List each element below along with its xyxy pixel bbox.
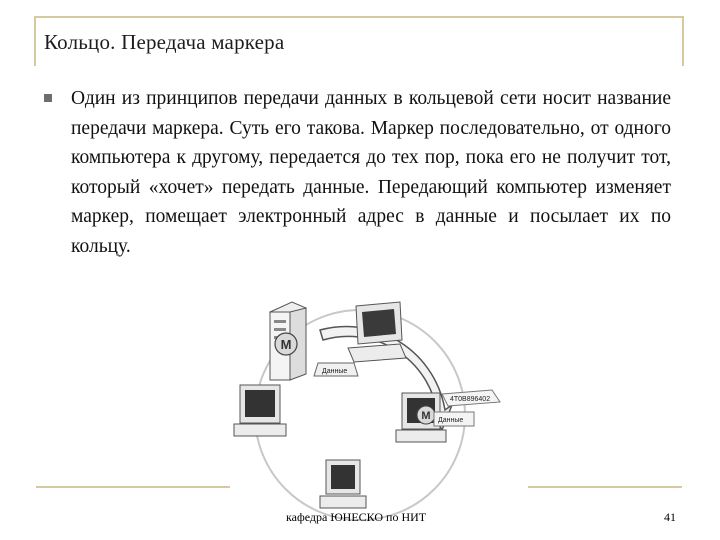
page-number: 41 <box>664 510 676 524</box>
svg-text:Данные: Данные <box>438 417 464 424</box>
frame-left-line <box>34 16 36 66</box>
footer-line-right <box>528 486 682 488</box>
svg-text:M: M <box>421 410 431 422</box>
svg-text:Данные: Данные <box>322 368 348 375</box>
footer-line-left <box>36 486 230 488</box>
footer-text: кафедра ЮНЕСКО по НИТ <box>286 510 427 524</box>
address-label <box>442 390 500 406</box>
svg-text:M: M <box>280 337 292 352</box>
frame-top-line <box>34 16 684 18</box>
svg-text:4T0B896402: 4T0B896402 <box>450 396 491 403</box>
frame-right-line <box>682 16 684 66</box>
slide-title: Кольцо. Передача маркера <box>44 30 285 54</box>
data-packet-top <box>314 363 358 376</box>
computer-bottom <box>320 460 366 508</box>
data-packet-right <box>434 412 474 426</box>
token-ring-diagram <box>230 290 510 540</box>
marker-token-icon <box>275 333 297 355</box>
computer-left <box>234 385 286 436</box>
bullet-square-icon <box>44 94 52 102</box>
slide-body-text: Один из принципов передачи данных в кольцевой сети носит название передачи маркера. Суть его такова. Маркер последовательно, от одного компьютера к другому, передается до тех пор, пока его не получит тот, который «хочет» передать данные. Передающий компьютер изменяет маркер, помещает электронный адрес в данные и посылает их по кольцу. <box>71 88 671 257</box>
